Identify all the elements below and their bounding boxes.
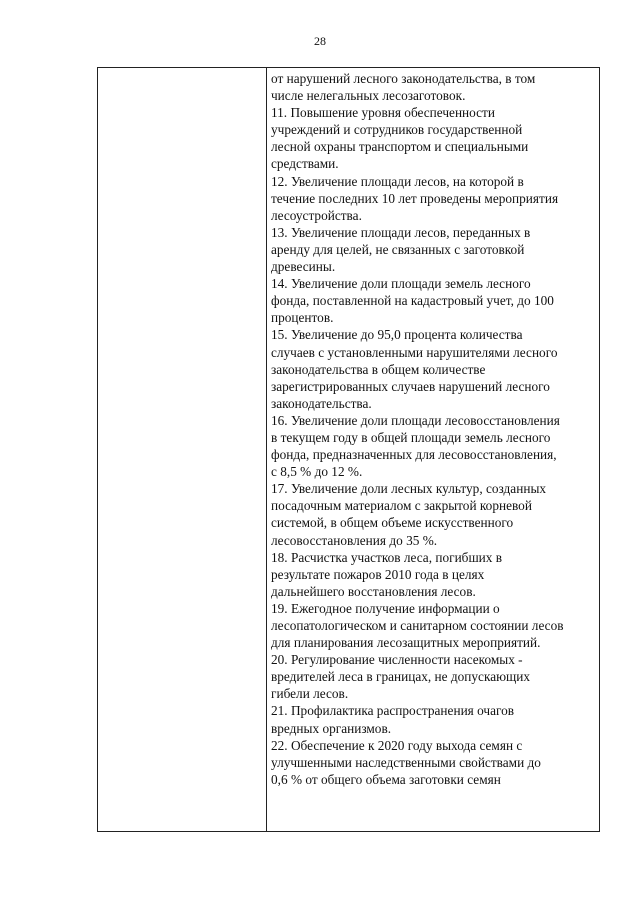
text-line: 11. Повышение уровня обеспеченности (271, 105, 495, 121)
text-line: 0,6 % от общего объема заготовки семян (271, 771, 501, 787)
text-line: законодательства в общем количестве (271, 361, 486, 377)
text-line: зарегистрированных случаев нарушений лесного (271, 378, 550, 394)
page-number: 28 (314, 34, 326, 48)
text-line: гибели лесов. (271, 686, 349, 702)
text-line: лесовосстановления до 35 %. (271, 532, 438, 548)
text-line: результате пожаров 2010 года в целях (271, 566, 485, 582)
table-right-cell (271, 70, 598, 788)
text-line: средствами. (271, 156, 339, 172)
text-line: фонда, предназначенных для лесовосстановления, (271, 447, 557, 463)
text-line: улучшенными наследственными свойствами до (271, 754, 541, 770)
text-line: 16. Увеличение доли площади лесовосстановления (271, 412, 560, 428)
text-line: древесины. (271, 259, 336, 275)
text-line: числе нелегальных лесозаготовок. (271, 88, 466, 104)
text-line: дальнейшего восстановления лесов. (271, 583, 476, 599)
text-line: 20. Регулирование численности насекомых - (271, 652, 523, 668)
text-line: для планирования лесозащитных мероприятий. (271, 635, 541, 651)
text-line: вредных организмов. (271, 720, 392, 736)
text-line: лесоустройства. (271, 207, 362, 223)
text-line: посадочным материалом с закрытой корневой (271, 498, 532, 514)
text-line: 22. Обеспечение к 2020 году выхода семян с (271, 737, 523, 753)
text-line: 12. Увеличение площади лесов, на которой в (271, 173, 524, 189)
text-line: законодательства. (271, 395, 372, 411)
text-line: 18. Расчистка участков леса, погибших в (271, 549, 503, 565)
text-line: 14. Увеличение доли площади земель лесного (271, 276, 531, 292)
column-divider (266, 68, 267, 831)
text-line: от нарушений лесного законодательства, в том (271, 71, 536, 86)
text-line: 15. Увеличение до 95,0 процента количества (271, 327, 523, 343)
text-line: 17. Увеличение доли лесных культур, созданных (271, 481, 547, 497)
text-line: случаев с установленными нарушителями лесного (271, 344, 558, 360)
text-line: фонда, поставленной на кадастровый учет, до 100 (271, 293, 554, 309)
text-line: 13. Увеличение площади лесов, переданных в (271, 224, 531, 240)
text-line: течение последних 10 лет проведены мероприятия (271, 190, 559, 206)
text-line: аренду для целей, не связанных с заготовкой (271, 241, 525, 257)
text-line: процентов. (271, 310, 334, 326)
document-table (97, 67, 600, 832)
table-left-cell (98, 68, 266, 831)
text-line: системой, в общем объеме искусственного (271, 515, 514, 531)
text-line: с 8,5 % до 12 %. (271, 464, 363, 480)
text-line: в текущем году в общей площади земель лесного (271, 429, 551, 445)
text-line: вредителей леса в границах, не допускающих (271, 669, 531, 685)
text-line: лесопатологическом и санитарном состоянии лесов (271, 618, 564, 633)
text-line: 19. Ежегодное получение информации о (271, 600, 500, 616)
text-line: учреждений и сотрудников государственной (271, 122, 523, 138)
text-line: лесной охраны транспортом и специальными (271, 139, 529, 155)
text-line: 21. Профилактика распространения очагов (271, 703, 515, 719)
